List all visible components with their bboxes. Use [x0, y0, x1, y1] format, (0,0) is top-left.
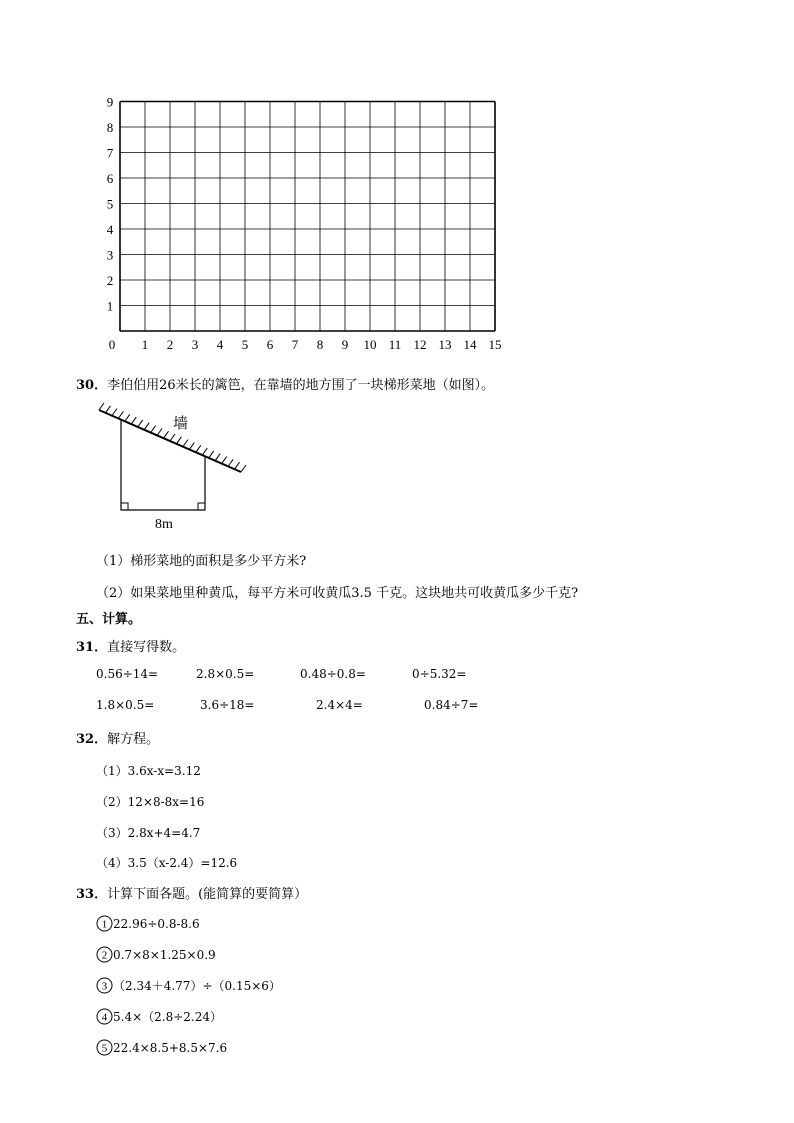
q31-row2-item3: 2.4×4= [316, 698, 363, 712]
grid-x-tick-label: 11 [388, 337, 402, 352]
q31-row1-item4: 0÷5.32= [412, 667, 467, 681]
grid-x-tick-label: 2 [166, 337, 174, 352]
grid-y-tick-label: 9 [106, 94, 114, 110]
hatch-mark [170, 434, 175, 441]
q33-item1 [96, 915, 200, 932]
grid-x-tick-label: 6 [266, 337, 274, 352]
circled-number-1 [96, 915, 113, 932]
circled-number-4 [96, 1008, 113, 1025]
hatch-mark [209, 451, 214, 458]
grid-x-tick-label: 10 [363, 337, 377, 352]
q33-expr1: 22.96÷0.8-8.6 [113, 917, 200, 931]
hatch-mark [222, 457, 227, 464]
grid-x-tick-label: 4 [216, 337, 224, 352]
grid-y-tick-label: 4 [106, 222, 114, 237]
grid-y-tick-label: 7 [106, 145, 114, 161]
q33-number: 33． [76, 887, 108, 902]
circled-number-3 [96, 977, 113, 994]
hatch-mark [138, 420, 143, 427]
q30-sub2: （2）如果菜地里种黄瓜，每平方米可收黄瓜3.5 千克。这块地共可收黄瓜多少千克? [96, 586, 579, 601]
q33-expr2: 0.7×8×1.25×0.9 [113, 948, 216, 962]
q30-number: 30． [76, 378, 108, 393]
grid-x-tick-label: 3 [191, 337, 199, 352]
svg-text:3: 3 [101, 980, 108, 993]
section5-title: 五、计算。 [76, 612, 142, 627]
grid-y-tick-label: 5 [106, 196, 114, 212]
coordinate-grid [95, 90, 515, 360]
q31-text: 直接写得数。 [107, 640, 186, 655]
grid-x-labels [109, 337, 502, 352]
q33-expr5: 22.4×8.5+8.5×7.6 [113, 1041, 228, 1055]
hatch-mark [164, 431, 169, 438]
circled-number-5 [96, 1039, 113, 1056]
q31-row2-item4: 0.84÷7= [424, 698, 479, 712]
hatch-mark [151, 426, 156, 433]
q32-number: 32． [76, 732, 108, 747]
right-angle-mark-right [198, 503, 205, 510]
q33-prompt [76, 883, 307, 902]
svg-text:1: 1 [101, 918, 108, 931]
hatch-mark [183, 440, 188, 447]
q33-text: 计算下面各题。(能简算的要简算） [107, 887, 308, 902]
grid-x-tick-label: 0 [108, 337, 116, 352]
hatch-mark [241, 465, 246, 472]
q32-text: 解方程。 [107, 732, 160, 747]
q31-row1-item2: 2.8×0.5= [196, 667, 255, 681]
hatch-mark [202, 448, 207, 455]
q32-item3: （3）2.8x+4=4.7 [96, 826, 201, 840]
svg-text:4: 4 [101, 1011, 108, 1024]
grid-y-tick-label: 6 [106, 171, 114, 186]
grid-y-tick-label: 8 [106, 120, 114, 135]
base-label: 8m [155, 517, 173, 532]
grid-y-tick-label: 3 [106, 247, 114, 263]
q32-item1: （1）3.6x-x=3.12 [96, 764, 201, 778]
hatch-mark [131, 417, 136, 424]
q30-text: 李伯伯用26米长的篱笆，在靠墙的地方围了一块梯形菜地（如图）。 [107, 378, 495, 393]
grid-x-tick-label: 13 [438, 337, 452, 352]
hatch-mark [235, 462, 240, 469]
wall-label: 墙 [173, 414, 189, 432]
circled-number-2 [96, 946, 113, 963]
hatch-mark [215, 454, 220, 461]
svg-text:5: 5 [101, 1042, 108, 1055]
grid-x-tick-label: 14 [463, 337, 477, 352]
hatch-mark [189, 442, 194, 449]
q31-row2-item2: 3.6÷18= [200, 698, 255, 712]
q33-expr4: 5.4×（2.8÷2.24） [113, 1010, 222, 1024]
hatch-mark [228, 459, 233, 466]
hatch-mark [144, 423, 149, 430]
hatch-mark [112, 409, 117, 416]
grid-x-tick-label: 8 [316, 337, 324, 352]
grid-y-tick-label: 1 [106, 298, 114, 314]
hatch-mark [118, 411, 123, 418]
grid-x-tick-label: 12 [413, 337, 427, 352]
q30-sub1: （1）梯形菜地的面积是多少平方米? [96, 554, 307, 569]
grid-x-tick-label: 9 [341, 337, 349, 352]
q32-item2: （2）12×8-8x=16 [96, 795, 205, 809]
q31-prompt [76, 636, 185, 655]
q31-number: 31． [76, 640, 108, 655]
q30-prompt [76, 374, 494, 393]
q31-row1-item1: 0.56÷14= [96, 667, 159, 681]
grid-x-tick-label: 7 [291, 337, 299, 352]
q31-row1-item3: 0.48÷0.8= [300, 667, 366, 681]
q31-row2-item1: 1.8×0.5= [96, 698, 155, 712]
q33-expr3: （2.34＋4.77）÷（0.15×6） [113, 979, 281, 993]
grid-lines [120, 102, 495, 332]
right-angle-mark-left [121, 503, 128, 510]
fence-outline [121, 420, 205, 510]
q32-prompt [76, 728, 159, 747]
hatch-mark [105, 406, 110, 413]
grid-x-tick-label: 5 [241, 337, 249, 352]
hatch-mark [125, 414, 130, 421]
hatch-mark [196, 445, 201, 452]
hatch-mark [157, 428, 162, 435]
grid-x-tick-label: 15 [488, 337, 502, 352]
grid-x-tick-label: 1 [141, 337, 149, 352]
grid-y-tick-label: 2 [106, 273, 114, 288]
hatch-mark [99, 403, 104, 410]
q33-item2 [96, 946, 216, 963]
q33-item4 [96, 1008, 222, 1025]
svg-text:2: 2 [101, 949, 108, 962]
q33-item3 [96, 977, 281, 994]
q32-item4: （4）3.5（x-2.4）=12.6 [96, 856, 238, 870]
q33-item5 [96, 1039, 227, 1056]
trapezoid-garden-figure [95, 402, 255, 532]
grid-y-labels [107, 95, 114, 314]
hatch-mark [176, 437, 181, 444]
